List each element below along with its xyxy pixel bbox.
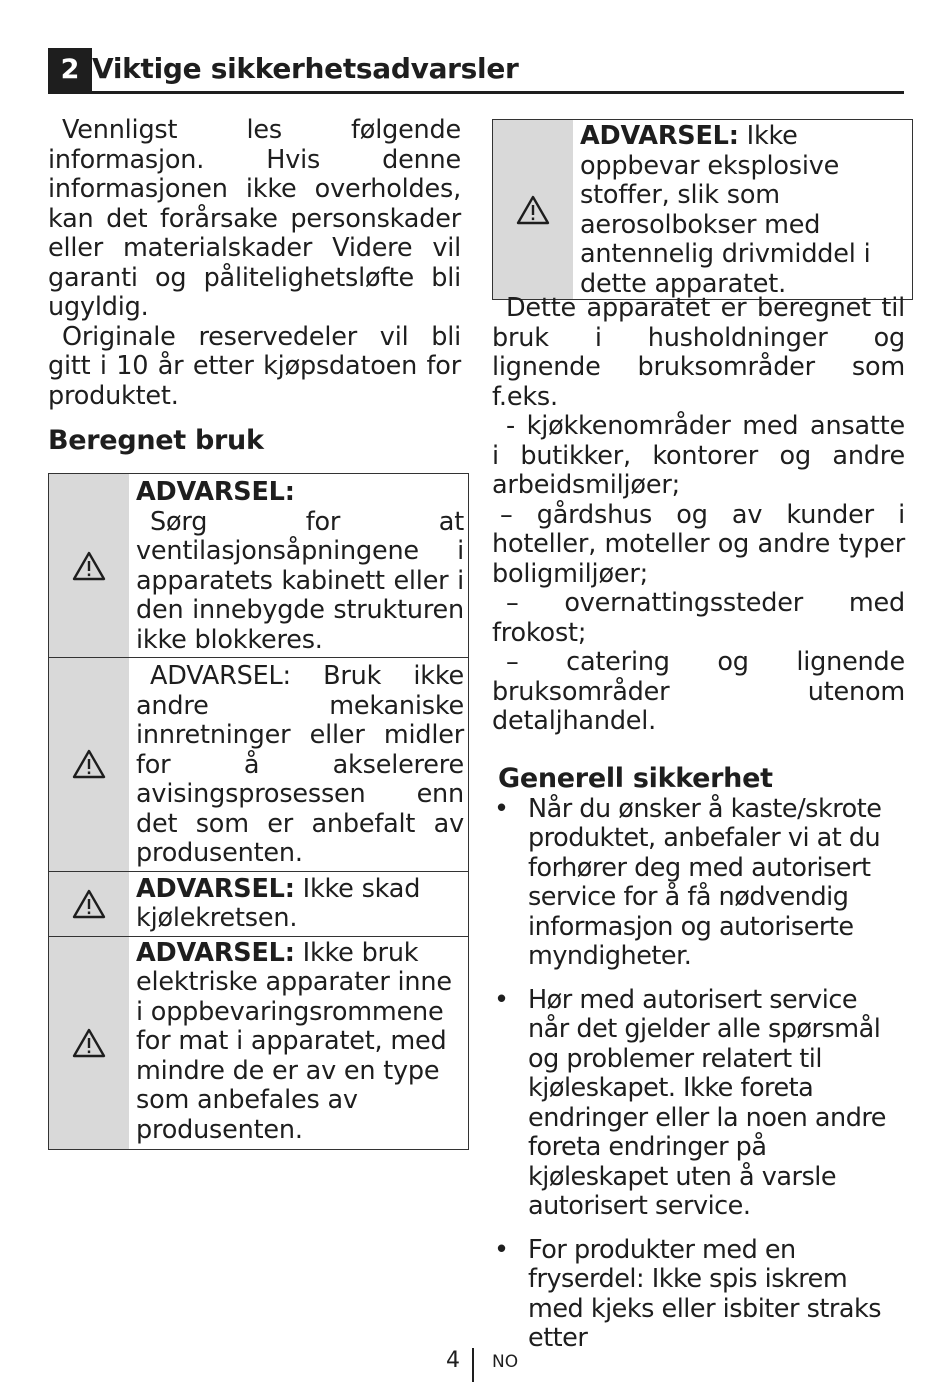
warning-text: Ikke bruk elektriske apparater inne i oppbevaringsrommene for mat i apparatet, med mindre de er av en type som anbefales av produsenten. bbox=[136, 937, 452, 1145]
page-number: 4 bbox=[446, 1348, 460, 1373]
use-item: - kjøkkenområder med ansatte i butikker, kontorer og andre arbeidsmiljøer; bbox=[492, 411, 905, 500]
warning-text: ADVARSEL: Bruk ikke andre mekaniske innretninger eller midler for å akselerere avisingsprosessen enn det som er anbefalt av produsenten. bbox=[136, 661, 464, 868]
use-item: – catering og lignende bruksområder utenom detaljhandel. bbox=[492, 647, 905, 736]
intro-paragraph: Vennligst les følgende informasjon. Hvis denne informasjonen ikke overholdes, kan det forårsake personskader eller materialskader Videre vil garanti og pålitelighetsløfte bli ugyldig. bbox=[48, 115, 461, 322]
warning-label: ADVARSEL: bbox=[580, 121, 739, 151]
bullet-glyph: • bbox=[494, 1234, 509, 1265]
section-number: 2 bbox=[48, 48, 92, 94]
list-item: • Når du ønsker å kaste/skrote produktet, anbefaler vi at du forhører deg med autorisert service for å få nødvendig informasjon og autoriserte myndigheter. bbox=[494, 793, 882, 971]
warning-box bbox=[492, 119, 913, 300]
use-intro-paragraph: Dette apparatet er beregnet til bruk i husholdninger og lignende bruksområder som f.eks. bbox=[492, 293, 905, 412]
footer-divider bbox=[472, 1348, 474, 1382]
warning-text: Ikke oppbevar eksplosive stoffer, slik som aerosolbokser med antennelig drivmiddel i dette apparatet bbox=[580, 121, 871, 299]
warning-triangle-icon bbox=[71, 550, 107, 582]
left-column bbox=[48, 115, 464, 1150]
spare-parts-paragraph: Originale reservedeler vil bli gitt i 10 år etter kjøpsdatoen for produktet. bbox=[48, 321, 461, 411]
warning-row bbox=[49, 872, 468, 937]
bullet-glyph: • bbox=[494, 984, 509, 1015]
warning-text: Sørg for at ventilasjonsåpningene i apparatets kabinett eller i den innebygde strukturen ikke blokkeres. bbox=[136, 506, 464, 655]
safety-bullet-list bbox=[492, 795, 905, 1354]
use-item: – gårdshus og av kunder i hoteller, moteller og andre typer boligmiljøer; bbox=[492, 499, 905, 589]
language-code: NO bbox=[492, 1352, 519, 1372]
list-item: • Hør med autorisert service når det gjelder alle spørsmål og problemer relatert til kjøleskapet. Ikke foreta endringer eller la noen andre foreta endringer på kjøleskapet uten å varsle autorisert service. bbox=[494, 984, 886, 1221]
bullet-glyph: • bbox=[494, 793, 509, 824]
warning-row bbox=[49, 474, 468, 658]
list-item: • For produkter med en fryserdel: Ikke spis iskrem med kjeks eller isbiter straks etter bbox=[494, 1234, 882, 1353]
warning-label: ADVARSEL: bbox=[136, 873, 295, 904]
section-title: Viktige sikkerhetsadvarsler bbox=[92, 52, 519, 85]
intended-use-heading: Beregnet bruk bbox=[48, 425, 264, 456]
warning-text: Ikke skad kjølekretsen. bbox=[136, 873, 421, 933]
warning-row bbox=[49, 937, 468, 1150]
warning-label: ADVARSEL: bbox=[136, 477, 295, 507]
general-safety-heading: Generell sikkerhet bbox=[498, 762, 773, 794]
warning-triangle-icon bbox=[71, 888, 107, 920]
warning-table bbox=[48, 473, 469, 1150]
warning-row bbox=[49, 658, 468, 872]
right-column bbox=[492, 119, 905, 1368]
section-header bbox=[48, 48, 904, 94]
warning-triangle-icon bbox=[71, 1027, 107, 1059]
warning-tail: . bbox=[778, 268, 786, 299]
warning-triangle-icon bbox=[71, 748, 107, 780]
warning-triangle-icon bbox=[515, 194, 551, 226]
warning-label: ADVARSEL: bbox=[136, 937, 295, 968]
use-item: – overnattingssteder med frokost; bbox=[492, 588, 905, 648]
page-footer bbox=[0, 1346, 950, 1382]
